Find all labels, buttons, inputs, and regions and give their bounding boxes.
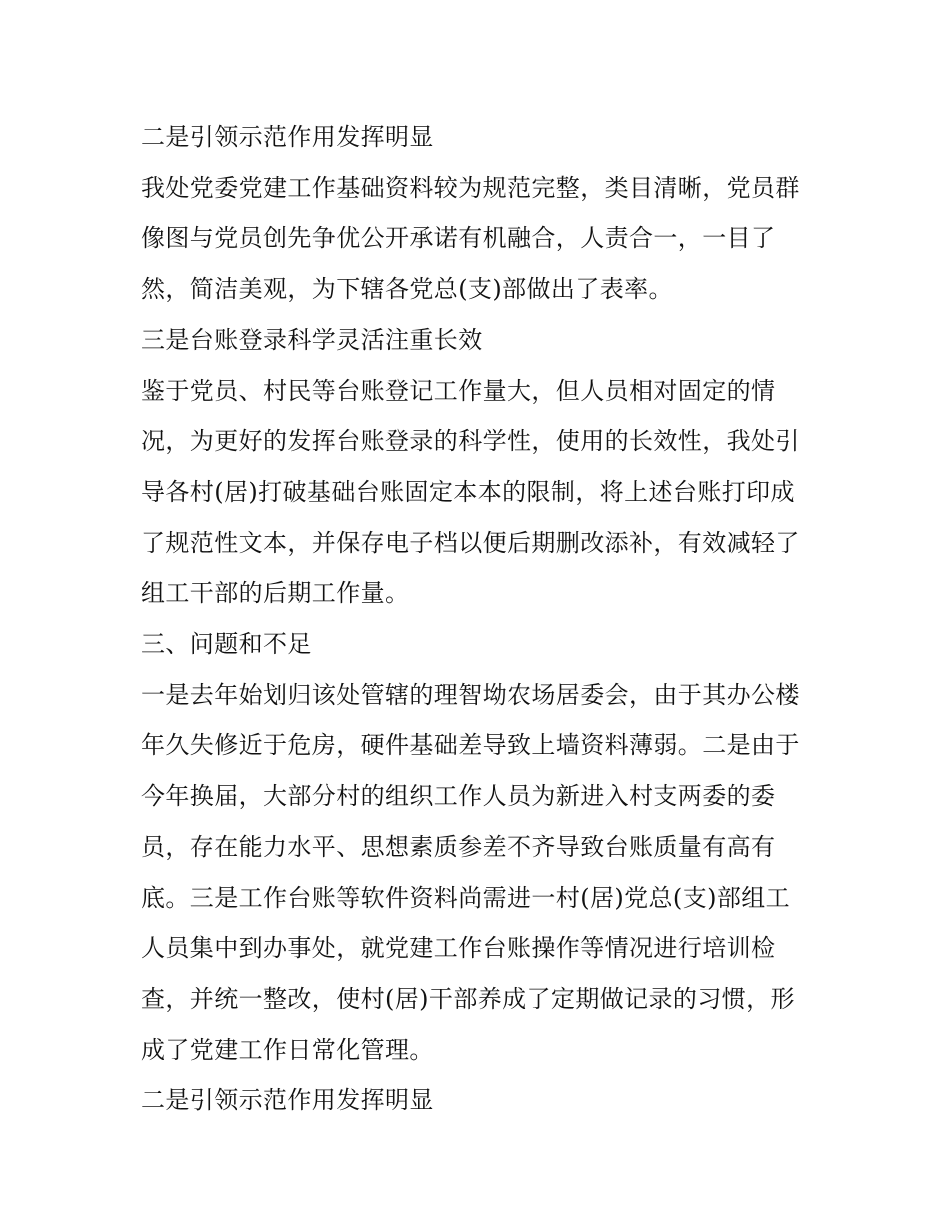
paragraph-line: 组工干部的后期工作量。 (141, 579, 410, 608)
section-heading (141, 619, 821, 670)
paragraph-line: 查，并统一整改，使村(居)干部养成了定期做记录的习惯，形 (141, 984, 795, 1013)
paragraph-line: 鉴于党员、村民等台账登记工作量大，但人员相对固定的情 (141, 376, 776, 405)
paragraph-line: 员，存在能力水平、思想素质参差不齐导致台账质量有高有 (141, 832, 776, 861)
section-heading (141, 315, 821, 366)
heading-line: 二是引领示范作用发挥明显 (141, 123, 434, 151)
paragraph-line: 况，为更好的发挥台账登录的科学性，使用的长效性，我处引 (141, 427, 800, 456)
section-heading (141, 1075, 821, 1126)
heading-line: 二是引领示范作用发挥明显 (141, 1086, 434, 1115)
document-body (141, 112, 821, 1126)
paragraph-line: 人员集中到办事处，就党建工作台账操作等情况进行培训检 (141, 934, 776, 963)
heading-line: 三、问题和不足 (141, 630, 312, 659)
paragraph-line: 导各村(居)打破基础台账固定本本的限制，将上述台账打印成 (141, 477, 795, 506)
body-paragraph (141, 366, 821, 620)
paragraph-line: 然，简洁美观，为下辖各党总(支)部做出了表率。 (141, 275, 673, 304)
section-heading (141, 112, 821, 163)
paragraph-line: 底。三是工作台账等软件资料尚需进一村(居)党总(支)部组工 (141, 883, 791, 912)
paragraph-line: 一是去年始划归该处管辖的理智坳农场居委会，由于其办公楼 (141, 680, 800, 709)
body-paragraph (141, 670, 821, 1076)
paragraph-line: 了规范性文本，并保存电子档以便后期删改添补，有效减轻了 (141, 528, 800, 557)
paragraph-line: 年久失修近于危房，硬件基础差导致上墙资料薄弱。二是由于 (141, 731, 800, 760)
paragraph-line: 成了党建工作日常化管理。 (141, 1035, 434, 1064)
heading-line: 三是台账登录科学灵活注重长效 (141, 325, 483, 354)
paragraph-line: 今年换届，大部分村的组织工作人员为新进入村支两委的委 (141, 782, 776, 811)
paragraph-line: 像图与党员创先争优公开承诺有机融合，人责合一，一目了 (141, 224, 776, 253)
paragraph-line: 我处党委党建工作基础资料较为规范完整，类目清晰，党员群 (141, 173, 800, 202)
body-paragraph (141, 163, 821, 315)
